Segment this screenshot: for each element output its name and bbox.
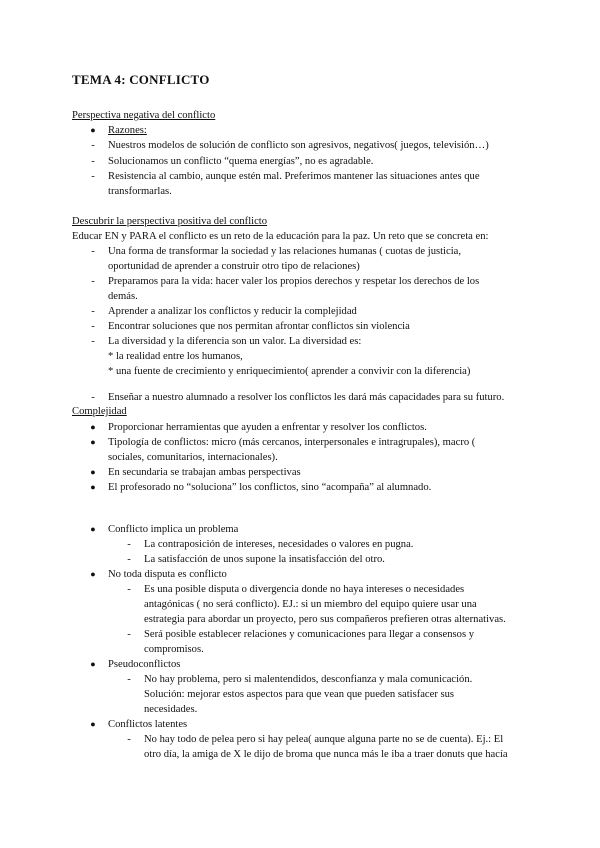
bullet-dot-icon: ● bbox=[90, 659, 96, 669]
list-item: Enseñar a nuestro alumnado a resolver los conflictos les dará más capacidades para su futuro. bbox=[108, 392, 505, 403]
list-item: En secundaria se trabajan ambas perspectivas bbox=[108, 467, 301, 478]
dash-icon: - bbox=[91, 306, 95, 317]
dash-icon: - bbox=[91, 321, 95, 332]
dash-icon: - bbox=[91, 140, 95, 151]
dash-icon: - bbox=[91, 336, 95, 347]
section-heading-negative: Perspectiva negativa del conflicto bbox=[72, 110, 216, 121]
dash-icon: - bbox=[91, 246, 95, 257]
sub-item-continuation: estrategia para abordar un proyecto, pero sus compañeros prefieren otras alternativas. bbox=[144, 614, 506, 625]
dash-icon: - bbox=[127, 554, 131, 565]
dash-icon: - bbox=[91, 392, 95, 403]
list-item-continuation: * una fuente de crecimiento y enriquecimiento( aprender a convivir con la diferencia) bbox=[108, 366, 471, 377]
list-item: Una forma de transformar la sociedad y las relaciones humanas ( cuotas de justicia, bbox=[108, 246, 461, 257]
dash-icon: - bbox=[91, 276, 95, 287]
bullet-dot-icon: ● bbox=[90, 125, 96, 135]
list-item: Preparamos para la vida: hacer valer los propios derechos y respetar los derechos de los bbox=[108, 276, 480, 287]
bullet-dot-icon: ● bbox=[90, 422, 96, 432]
bullet-razones: Razones: bbox=[108, 125, 147, 136]
section-heading-positive: Descubrir la perspectiva positiva del conflicto bbox=[72, 216, 268, 227]
list-item-continuation: transformarlas. bbox=[108, 186, 172, 197]
list-item: Nuestros modelos de solución de conflicto son agresivos, negativos( juegos, televisión…) bbox=[108, 140, 489, 151]
bullet-dot-icon: ● bbox=[90, 467, 96, 477]
dash-icon: - bbox=[127, 734, 131, 745]
dash-icon: - bbox=[91, 156, 95, 167]
sub-item-continuation: otro día, la amiga de X le dijo de broma que nunca más le iba a traer donuts que hacía bbox=[144, 749, 508, 760]
sub-item: No hay problema, pero si malentendidos, desconfianza y mala comunicación. bbox=[144, 674, 473, 685]
list-item: Aprender a analizar los conflictos y reducir la complejidad bbox=[108, 306, 357, 317]
list-item: Proporcionar herramientas que ayuden a enfrentar y resolver los conflictos. bbox=[108, 422, 427, 433]
group-label: Conflicto implica un problema bbox=[108, 524, 239, 535]
list-item-continuation: * la realidad entre los humanos, bbox=[108, 351, 243, 362]
list-item: La diversidad y la diferencia son un valor. La diversidad es: bbox=[108, 336, 362, 347]
sub-item-continuation: antagónicas ( no será conflicto). EJ.: si un miembro del equipo quiere usar una bbox=[144, 599, 477, 610]
list-item: Encontrar soluciones que nos permitan afrontar conflictos sin violencia bbox=[108, 321, 410, 332]
sub-item: Es una posible disputa o divergencia donde no haya intereses o necesidades bbox=[144, 584, 465, 595]
list-item-continuation: sociales, comunitarios, internacionales). bbox=[108, 452, 278, 463]
bullet-dot-icon: ● bbox=[90, 569, 96, 579]
list-item-continuation: oportunidad de aprender a construir otro tipo de relaciones) bbox=[108, 261, 360, 272]
group-label: Conflictos latentes bbox=[108, 719, 188, 730]
sub-item: La contraposición de intereses, necesidades o valores en pugna. bbox=[144, 539, 414, 550]
bullet-dot-icon: ● bbox=[90, 524, 96, 534]
list-item: Tipología de conflictos: micro (más cercanos, interpersonales e intragrupales), macro ( bbox=[108, 437, 476, 448]
sub-item: Será posible establecer relaciones y comunicaciones para llegar a consensos y bbox=[144, 629, 475, 640]
dash-icon: - bbox=[127, 629, 131, 640]
section-intro: Educar EN y PARA el conflicto es un reto de la educación para la paz. Un reto que se concreta en: bbox=[72, 231, 489, 242]
list-item: El profesorado no “soluciona” los conflictos, sino “acompaña” al alumnado. bbox=[108, 482, 432, 493]
dash-icon: - bbox=[127, 584, 131, 595]
sub-item-continuation: necesidades. bbox=[144, 704, 198, 715]
sub-item: No hay todo de pelea pero si hay pelea( aunque alguna parte no se de cuenta). Ej.: El bbox=[144, 734, 504, 745]
sub-item-continuation: compromisos. bbox=[144, 644, 204, 655]
section-heading-complejidad: Complejidad bbox=[72, 406, 127, 417]
bullet-dot-icon: ● bbox=[90, 719, 96, 729]
bullet-dot-icon: ● bbox=[90, 437, 96, 447]
list-item: Resistencia al cambio, aunque estén mal. Preferimos mantener las situaciones antes que bbox=[108, 171, 480, 182]
list-item-continuation: demás. bbox=[108, 291, 138, 302]
list-item: Solucionamos un conflicto “quema energías”, no es agradable. bbox=[108, 156, 374, 167]
group-label: Pseudoconflictos bbox=[108, 659, 181, 670]
sub-item-continuation: Solución: mejorar estos aspectos para que vean que pueden satisfacer sus bbox=[144, 689, 455, 700]
dash-icon: - bbox=[127, 539, 131, 550]
bullet-dot-icon: ● bbox=[90, 482, 96, 492]
page-title: TEMA 4: CONFLICTO bbox=[72, 72, 210, 87]
sub-item: La satisfacción de unos supone la insatisfacción del otro. bbox=[144, 554, 385, 565]
dash-icon: - bbox=[91, 171, 95, 182]
group-label: No toda disputa es conflicto bbox=[108, 569, 227, 580]
dash-icon: - bbox=[127, 674, 131, 685]
